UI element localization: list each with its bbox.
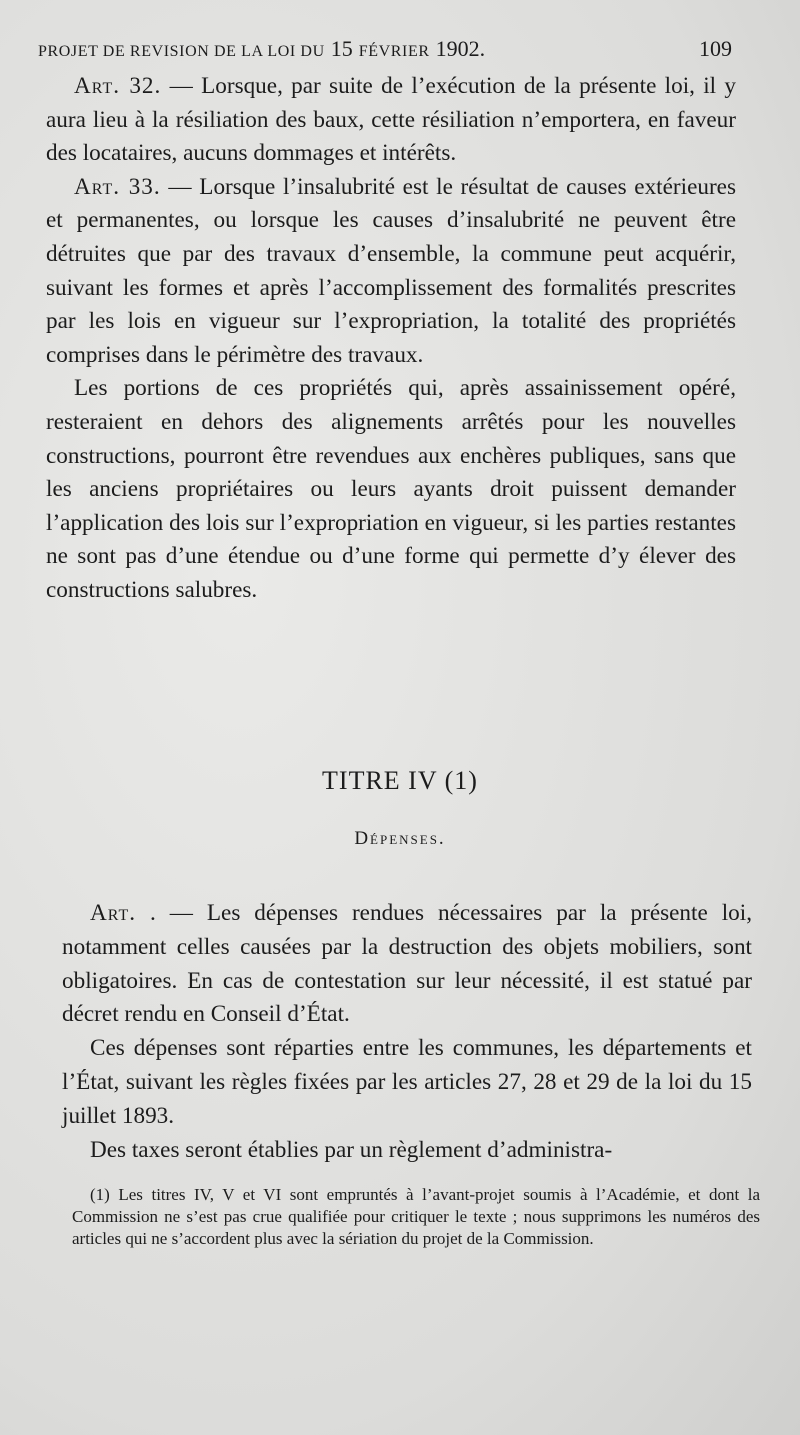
article-depenses-text: . — Les dépenses rendues nécessaires par la présente loi, notamment celles causées par la destruction des objets mobiliers, sont obligatoires. En cas de contestation sur leur nécessité, il est statué par décret rendu en Conseil d’État.	[62, 900, 752, 1028]
article-32	[46, 70, 736, 171]
footnote	[72, 1184, 760, 1250]
article-depenses-paragraph-2: Ces dépenses sont réparties entre les communes, les départements et l’État, suivant les règles fixées par les articles 27, 28 et 29 de la loi du 15 juillet 1893.	[62, 1035, 752, 1129]
article-33-text: — Lorsque l’insalubrité est le résultat de causes extérieures et permanentes, ou lorsque les causes d’insalubrité ne peuvent être détruites que par des travaux d’ensemble, la commune peut acquérir, suivant les formes et après l’accomplissement des formalités prescrites par les lois en vigueur sur l’expropriation, la totalité des propriétés comprises dans le périmètre des travaux.	[46, 173, 736, 368]
section-subtitle: Dépenses.	[354, 828, 446, 849]
running-head	[38, 36, 732, 64]
running-title: PROJET DE REVISION DE LA LOI DU	[38, 43, 325, 60]
article-depenses-label: Art.	[90, 900, 137, 926]
page-number: 109	[699, 36, 732, 61]
body-text-upper	[46, 70, 736, 608]
running-day: 15	[330, 36, 353, 61]
running-year: 1902.	[435, 36, 486, 61]
article-32-label: Art. 32.	[74, 73, 162, 99]
footnote-text: (1) Les titres IV, V et VI sont empruntés à l’avant-projet soumis à l’Académie, et dont la Commission ne s’est pas crue qualifiée pour critiquer le texte ; nous supprimons les numéros des articles qui ne s’accordent plus avec la sériation du projet de la Commission.	[72, 1185, 760, 1248]
running-month: FÉVRIER	[358, 43, 430, 60]
article-33-paragraph-2: Les portions de ces propriétés qui, après assainissement opéré, resteraient en dehors des alignements arrêtés pour les nouvelles constructions, pourront être revendues aux enchères publiques, sans que les anciens propriétaires ou leurs ayants droit puissent demander l’application des lois sur l’expropriation en vigueur, si les parties restantes ne sont pas d’une étendue ou d’une forme qui permette d’y élever des constructions salubres.	[46, 375, 736, 603]
running-head-left	[38, 36, 485, 62]
article-depenses-paragraph-3: Des taxes seront établies par un règlement d’administra-	[90, 1136, 613, 1163]
article-32-text: — Lorsque, par suite de l’exécution de la présente loi, il y aura lieu à la résiliation des baux, cette résiliation n’emportera, en faveur des locataires, aucuns dommages et intérêts.	[46, 73, 736, 167]
body-text-lower	[62, 897, 752, 1167]
section-title: TITRE IV (1)	[322, 766, 478, 795]
article-33-label: Art. 33.	[74, 173, 161, 200]
article-depenses	[62, 897, 752, 1032]
article-33	[46, 171, 736, 373]
